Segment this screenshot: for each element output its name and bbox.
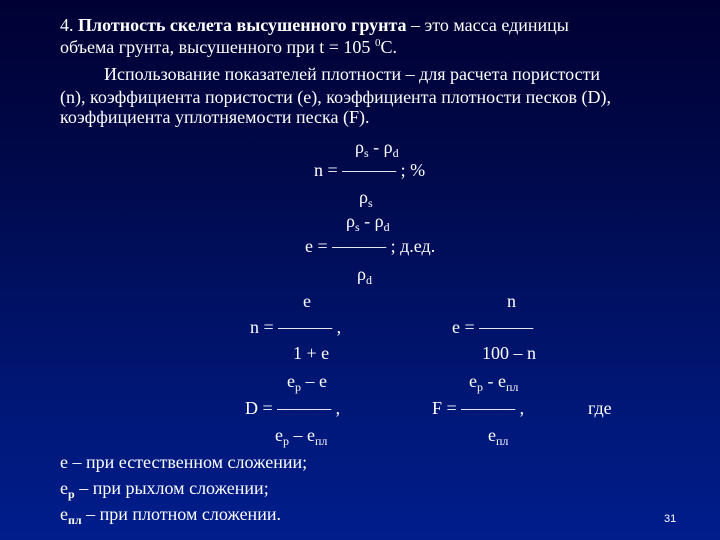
formula-e-line: е = ——— ; д.ед. [305,236,436,256]
formula-n-line: n = ——— ; % [314,160,426,180]
fraction-bar: ——— [479,317,534,337]
formula-f-line: F = ——— , [432,398,525,418]
heading-line-1 [60,15,569,35]
formula-d-denominator: $е_р - е_{пл}$ [275,425,328,448]
heading-definition: – это масса единицы [406,15,569,35]
formula-e-numerator: $\rho_s - \rho_d$ [346,211,390,234]
heading-line-2-text: объема грунта, высушенного при t = 105 [60,37,375,57]
heading-unit: С. [380,37,397,57]
heading-number: 4. [60,15,78,35]
fraction-bar: ——— [461,398,516,418]
degree-superscript: 0 [374,37,381,49]
legend-item-dense: $е_{пл}$ – при плотном сложении. [60,504,281,527]
formula-n-from-e-numerator: е [303,291,311,311]
usage-line-1: Использование показателей плотности – для расчета пористости [104,64,601,84]
formula-d-line: D = ——— , [245,398,341,418]
formula-n-from-e-denominator: 1 + е [293,343,330,363]
fraction-bar: ——— [277,398,332,418]
formula-f-numerator: $е_р - е_{пл}$ [469,371,519,394]
formula-e-from-n-denominator: 100 – n [482,343,536,363]
legend-item-natural: е – при естественном сложении; [60,452,308,472]
legend-item-loose: $е_р$ – при рыхлом сложении; [60,478,269,501]
formula-e-from-n-line: е = ——— [452,317,534,337]
where-label: где [588,398,612,418]
usage-line-3: коэффициента уплотняемости песка (F). [60,107,370,127]
fraction-bar: ——— [278,317,333,337]
fraction-bar: ——— [342,160,397,180]
page-number: 31 [664,513,677,525]
formula-e-denominator: $\rho_d$ [357,264,372,287]
formula-n-denominator: $\rho_s$ [359,187,373,210]
formula-e-from-n-numerator: n [507,291,516,311]
formula-f-denominator: $е_{пл}$ [488,425,509,448]
formula-d-numerator: $е_р$ – е [287,371,327,394]
heading-line-2 [60,37,397,57]
formula-n-from-e-line: n = ——— , [250,317,342,337]
heading-term: Плотность скелета высушенного грунта [78,15,407,35]
formula-n-numerator: $\rho_s - \rho_d$ [355,137,399,160]
fraction-bar: ——— [332,236,387,256]
usage-line-2: (n), коэффициента пористости (е), коэффициента плотности песков (D), [60,87,611,107]
